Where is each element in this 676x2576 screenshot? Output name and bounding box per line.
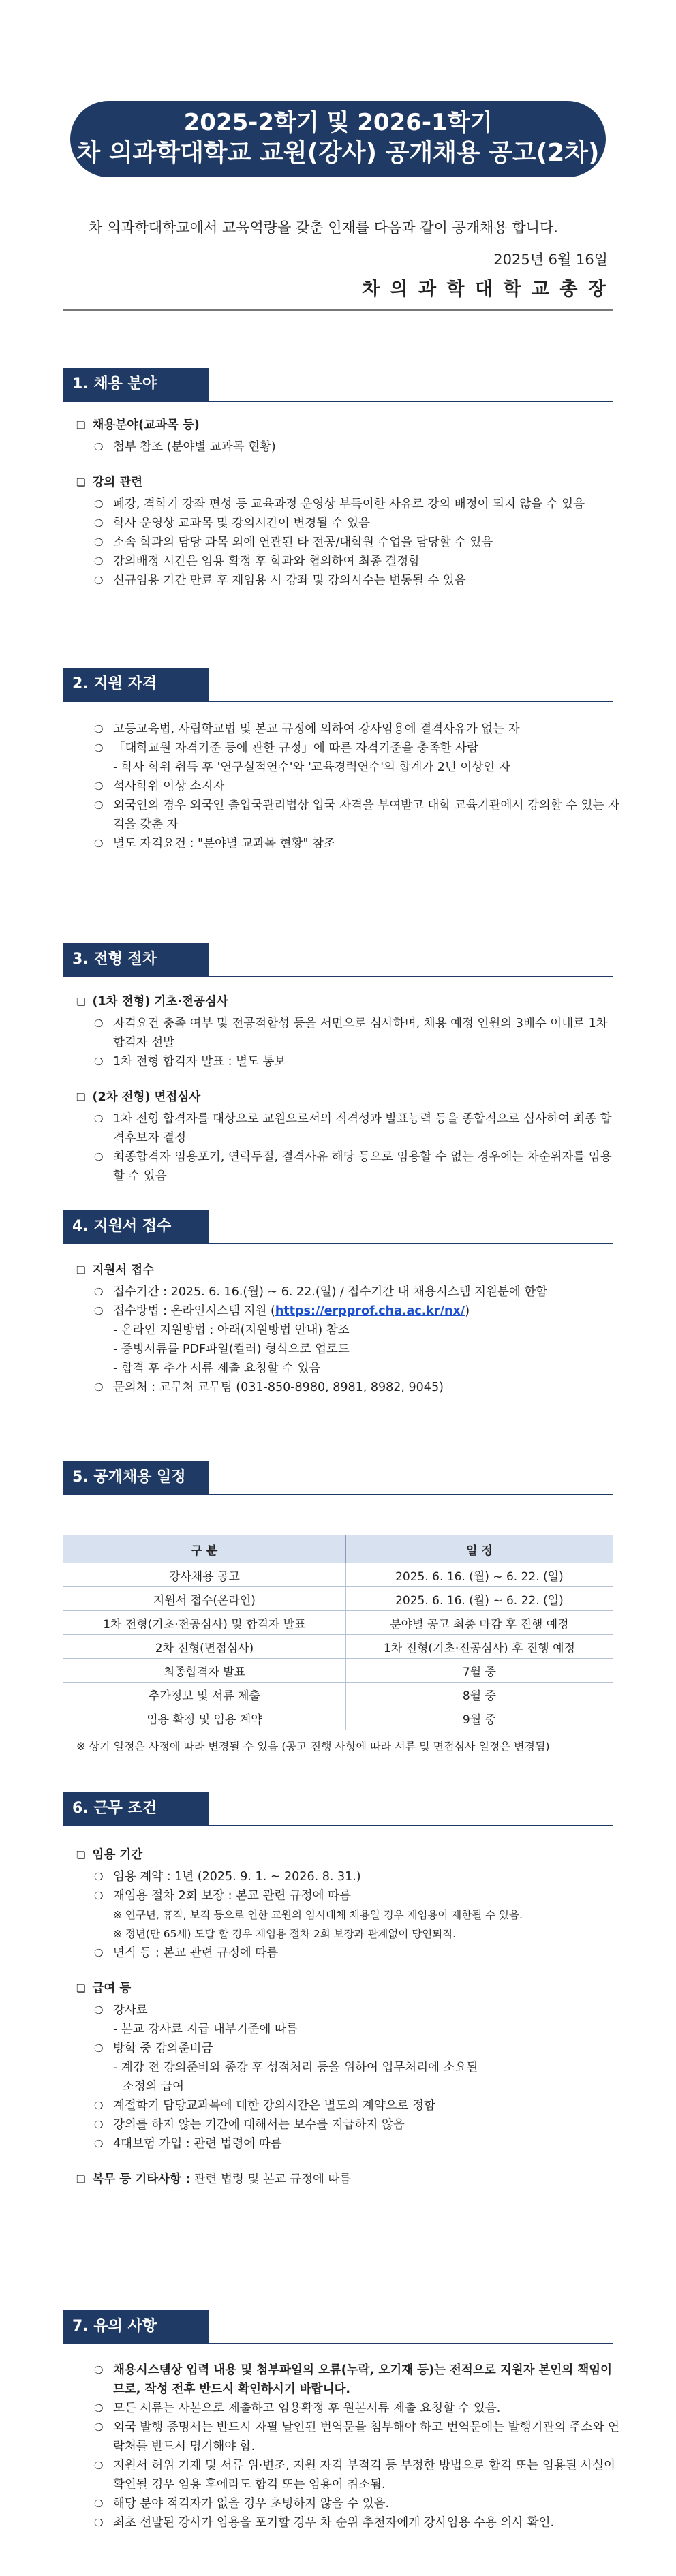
table-cell: 임용 확정 및 임용 계약	[63, 1706, 346, 1730]
president-signature: 차 의 과 학 대 학 교 총 장	[362, 279, 608, 300]
other-terms	[76, 2170, 621, 2189]
section-1-body	[76, 416, 621, 590]
term-head: ❏ 임용 기간	[76, 1845, 621, 1865]
table-cell: 1차 전형(기초·전공심사) 및 합격자 발표	[63, 1611, 346, 1635]
list-item: ❍ 4대보험 가입 : 관련 법령에 따름	[94, 2134, 621, 2153]
title-line-1: 2025-2학기 및 2026-1학기	[183, 109, 493, 136]
list-item: ❍ 고등교육법, 사립학교법 및 본교 규정에 의하여 강사임용에 결격사유가 없는 자	[94, 720, 621, 739]
list-item: ❍ 강의를 하지 않는 기간에 대해서는 보수를 지급하지 않음	[94, 2115, 621, 2134]
table-row	[63, 1611, 613, 1635]
table-row	[63, 1683, 613, 1706]
table-cell: 1차 전형(기초·전공심사) 후 진행 예정	[345, 1635, 613, 1659]
section-1-heading: 1. 채용 분야	[63, 368, 209, 401]
list-item: ❍ 학사 운영상 교과목 및 강의시간이 변경될 수 있음	[94, 514, 621, 533]
table-cell: 최종합격자 발표	[63, 1659, 346, 1683]
section-6-body	[76, 1845, 621, 2192]
table-cell: 지원서 접수(온라인)	[63, 1587, 346, 1611]
section-4-body	[76, 1261, 621, 1397]
list-item: ❍ 석사학위 이상 소지자	[94, 777, 621, 796]
list-item: ❍ 모든 서류는 사본으로 제출하고 임용확정 후 원본서류 제출 요청할 수 있음.	[94, 2399, 621, 2418]
table-header: 일 정	[345, 1535, 613, 1563]
section-4-heading: 4. 지원서 접수	[63, 1210, 209, 1243]
list-item: ❍ 별도 자격요건 : "분야별 교과목 현황" 참조	[94, 834, 621, 853]
section-6-heading: 6. 근무 조건	[63, 1792, 209, 1825]
table-cell: 강사채용 공고	[63, 1563, 346, 1587]
table-row	[63, 1659, 613, 1683]
section-1-rule	[63, 401, 613, 402]
list-item: ❍ 면직 등 : 본교 관련 규정에 따름	[94, 1944, 621, 1963]
list-item: ❍ 외국인의 경우 외국인 출입국관리법상 입국 자격을 부여받고 대학 교육기관에서 강의할 수 있는 자격을 갖춘 자	[94, 796, 621, 834]
section-7-rule	[63, 2343, 613, 2344]
lecture-head: ❏ 강의 관련	[76, 473, 621, 492]
section-7-body	[76, 2361, 621, 2532]
list-item: ❍ 해당 분야 적격자가 없을 경우 초빙하지 않을 수 있음.	[94, 2494, 621, 2513]
application-link[interactable]: https://erpprof.cha.ac.kr/nx/	[275, 1304, 465, 1318]
table-cell: 2차 전형(면접심사)	[63, 1635, 346, 1659]
section-6-rule	[63, 1825, 613, 1826]
schedule-table	[63, 1535, 613, 1730]
table-cell: 2025. 6. 16. (월) ~ 6. 22. (일)	[345, 1563, 613, 1587]
list-item: ❍ 지원서 허위 기재 및 서류 위·변조, 지원 자격 부적격 등 부정한 방법으로 합격 또는 임용된 사실이 확인될 경우 임용 후에라도 합격 또는 임용이 취소됨.	[94, 2456, 621, 2494]
list-subitem: - 학사 학위 취득 후 '연구실적연수'와 '교육경력연수'의 합계가 2년 이상인 자	[113, 761, 510, 774]
list-item: ❍ 최종합격자 임용포기, 연락두절, 결격사유 해당 등으로 임용할 수 없는 경우에는 차순위자를 임용할 수 있음	[94, 1148, 621, 1186]
section-5-rule	[63, 1494, 613, 1495]
list-subitem: - 계강 전 강의준비와 종강 후 성적처리 등을 위하여 업무처리에 소요된	[113, 2061, 478, 2074]
table-cell: 8월 중	[345, 1683, 613, 1706]
list-item: ❍ 첨부 참조 (분야별 교과목 현황)	[94, 438, 621, 457]
list-subitem: - 본교 강사료 지급 내부기준에 따름	[113, 2023, 298, 2036]
table-cell: 추가정보 및 서류 제출	[63, 1683, 346, 1706]
table-row	[63, 1706, 613, 1730]
application-head: ❏ 지원서 접수	[76, 1261, 621, 1280]
section-4-rule	[63, 1243, 613, 1244]
list-item: ❍ 강사료	[94, 2001, 621, 2020]
list-item: ❍ 채용시스템상 입력 내용 및 첨부파일의 오류(누락, 오기재 등)는 전적으로 지원자 본인의 책임이므로, 작성 전후 반드시 확인하시기 바랍니다.	[94, 2361, 621, 2399]
list-item: ❍ 폐강, 격학기 강좌 편성 등 교육과정 운영상 부득이한 사유로 강의 배정이 되지 않을 수 있음	[94, 495, 621, 514]
schedule-note: ※ 상기 일정은 사정에 따라 변경될 수 있음 (공고 진행 사항에 따라 서류 및 면접심사 일정은 변경됨)	[76, 1740, 550, 1753]
table-row	[63, 1563, 613, 1587]
table-cell: 분야별 공고 최종 마감 후 진행 예정	[345, 1611, 613, 1635]
salary-head: ❏ 급여 등	[76, 1979, 621, 1998]
table-row	[63, 1587, 613, 1611]
table-header-row	[63, 1535, 613, 1563]
note-text: ※ 정년(만 65세) 도달 할 경우 재임용 절차 2회 보장과 관계없이 당연퇴직.	[113, 1928, 457, 1940]
list-item: ❍ 신규임용 기간 만료 후 재임용 시 강좌 및 강의시수는 변동될 수 있음	[94, 571, 621, 590]
list-item: ❍ 임용 계약 : 1년 (2025. 9. 1. ~ 2026. 8. 31.)	[94, 1867, 621, 1886]
list-subitem: - 합격 후 추가 서류 제출 요청할 수 있음	[113, 1362, 321, 1375]
list-item: ❍ 문의처 : 교무처 교무팀 (031-850-8980, 8981, 8982, 9045)	[94, 1378, 621, 1397]
list-item: ❍ 1차 전형 합격자를 대상으로 교원으로서의 적격성과 발표능력 등을 종합적으로 심사하여 최종 합격후보자 결정	[94, 1109, 621, 1148]
method-close: )	[465, 1304, 470, 1318]
title-banner	[70, 101, 606, 177]
method-label: 접수방법 : 온라인시스템 지원 (	[113, 1304, 275, 1318]
section-3-body	[76, 992, 621, 1186]
list-item: ❍ 계절학기 담당교과목에 대한 강의시간은 별도의 계약으로 정함	[94, 2096, 621, 2115]
list-subitem: - 증빙서류를 PDF파일(컬러) 형식으로 업로드	[113, 1343, 350, 1356]
section-3-rule	[63, 976, 613, 977]
intro-text: 차 의과학대학교에서 교육역량을 갖춘 인재를 다음과 같이 공개채용 합니다.	[89, 219, 558, 236]
first-screening-head: ❏ (1차 전형) 기초·전공심사	[76, 992, 621, 1011]
divider	[63, 309, 613, 311]
table-header: 구 분	[63, 1535, 346, 1563]
other-terms-text: 관련 법령 및 본교 규정에 따름	[190, 2173, 352, 2186]
other-terms-head: 복무 등 기타사항 :	[92, 2173, 191, 2186]
list-item: ❍ 최초 선발된 강사가 임용을 포기할 경우 차 순위 추천자에게 강사임용 수용 의사 확인.	[94, 2513, 621, 2532]
table-cell: 9월 중	[345, 1706, 613, 1730]
table-row	[63, 1635, 613, 1659]
list-item: ❍ 소속 학과의 담당 과목 외에 연관된 타 전공/대학원 수업을 담당할 수 있음	[94, 533, 621, 552]
section-2-rule	[63, 701, 613, 702]
section-3-heading: 3. 전형 절차	[63, 943, 209, 976]
list-item: ❍ 1차 전형 합격자 발표 : 별도 통보	[94, 1052, 621, 1071]
list-item: ❍ 재임용 절차 2회 보장 : 본교 관련 규정에 따름	[94, 1886, 621, 1905]
section-2-body	[76, 720, 621, 853]
list-item	[94, 1302, 621, 1321]
list-item: ❍ 접수기간 : 2025. 6. 16.(월) ~ 6. 22.(일) / 접수기간 내 채용시스템 지원분에 한함	[94, 1283, 621, 1302]
note-text: ※ 연구년, 휴직, 보직 등으로 인한 교원의 임시대체 채용일 경우 재임용이 제한될 수 있음.	[113, 1909, 523, 1921]
notice-date: 2025년 6월 16일	[493, 251, 608, 268]
section-5-heading: 5. 공개채용 일정	[63, 1461, 209, 1494]
section-2-heading: 2. 지원 자격	[63, 668, 209, 701]
table-cell: 7월 중	[345, 1659, 613, 1683]
list-item: ❍ 외국 발행 증명서는 반드시 자필 날인된 번역문을 첨부해야 하고 번역문에는 발행기관의 주소와 연락처를 반드시 명기해야 함.	[94, 2418, 621, 2456]
list-subitem: - 온라인 지원방법 : 아래(지원방법 안내) 참조	[113, 1323, 350, 1337]
list-item: ❍ 방학 중 강의준비금	[94, 2039, 621, 2058]
section-7-heading: 7. 유의 사항	[63, 2310, 209, 2343]
list-subitem: 소정의 급여	[123, 2080, 185, 2094]
recruit-field-head: ❏ 채용분야(교과목 등)	[76, 416, 621, 435]
list-item: ❍ 강의배정 시간은 임용 확정 후 학과와 협의하여 최종 결정함	[94, 552, 621, 571]
list-item: ❍ 「대학교원 자격기준 등에 관한 규정」에 따른 자격기준을 충족한 사람	[94, 739, 621, 758]
table-cell: 2025. 6. 16. (월) ~ 6. 22. (일)	[345, 1587, 613, 1611]
title-line-2: 차 의과학대학교 교원(강사) 공개채용 공고(2차)	[76, 139, 600, 167]
second-screening-head: ❏ (2차 전형) 면접심사	[76, 1088, 621, 1107]
list-item: ❍ 자격요건 충족 여부 및 전공적합성 등을 서면으로 심사하며, 채용 예정 인원의 3배수 이내로 1차 합격자 선발	[94, 1014, 621, 1052]
